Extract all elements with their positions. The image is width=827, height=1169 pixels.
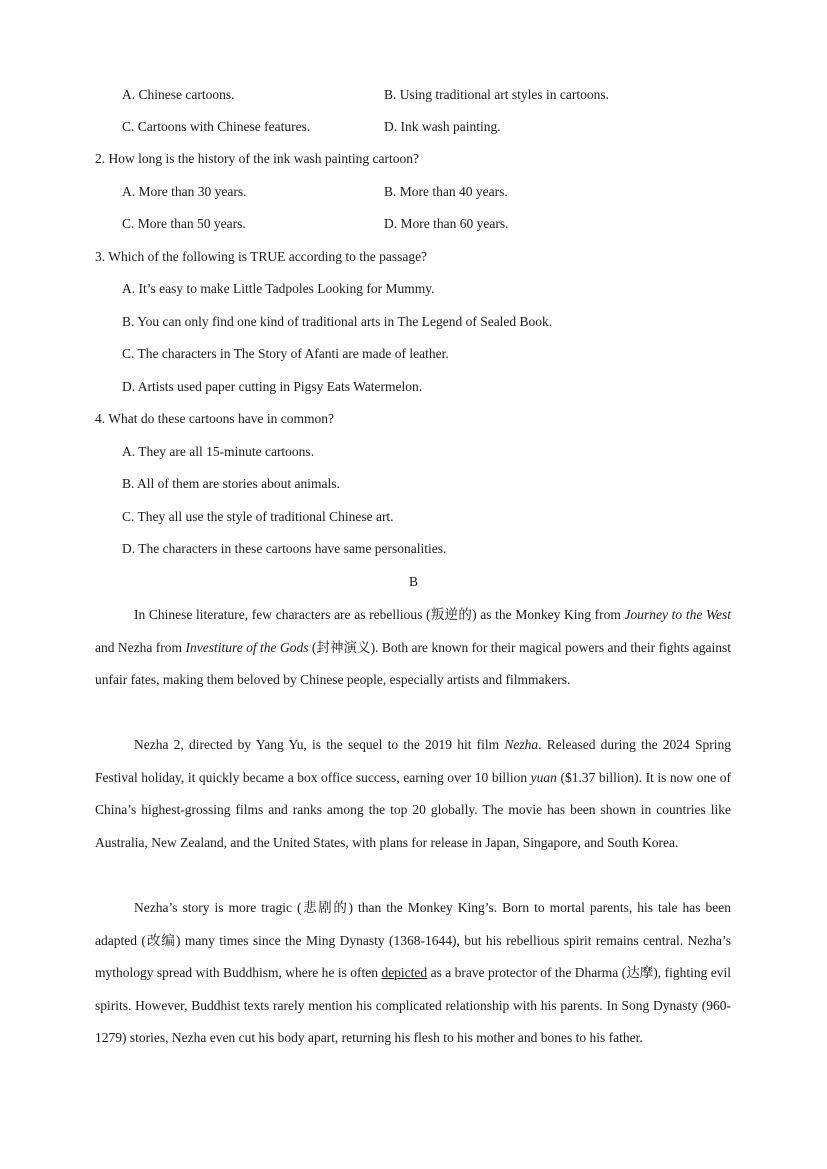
p2-currency-yuan: yuan — [530, 769, 557, 785]
q2-option-d[interactable]: D. More than 60 years. — [384, 216, 509, 231]
q2-stem: 2. How long is the history of the ink wash painting cartoon? — [95, 151, 419, 166]
q4-option-d[interactable]: D. The characters in these cartoons have same personalities. — [122, 541, 447, 556]
q2-option-c[interactable]: C. More than 50 years. — [122, 216, 246, 231]
q3-option-b[interactable]: B. You can only find one kind of traditional arts in The Legend of Sealed Book. — [122, 314, 553, 329]
p1-text-1: In Chinese literature, few characters are as rebellious (叛逆的) as the Monkey King from — [134, 607, 625, 622]
p3-text-2: as a brave protector of the Dharma (达摩), fighting evil spirits. However, Buddhist texts rarely mention his complicated relationship with his parents. In Song Dynasty (960-1279) stories, Nezha even cut his body apart, returning his flesh to his mother and bones to his father. — [95, 965, 731, 1046]
q4-option-c[interactable]: C. They all use the style of traditional Chinese art. — [122, 509, 394, 524]
p2-text-2: . Released during the 2024 Spring Festival holiday, it quickly became a box office success, earning over 10 billion — [95, 737, 731, 785]
p3-text-1: Nezha’s story is more tragic (悲剧的) than the Monkey King’s. Born to mortal parents, his tale has been adapted (改编) many times since the Ming Dynasty (1368-1644), but his rebellious spirit remains central. Nezha’s mythology spread with Buddhism, where he is often — [95, 900, 731, 981]
p1-title-investiture: Investiture of the Gods — [185, 639, 309, 655]
q3-option-d[interactable]: D. Artists used paper cutting in Pigsy Eats Watermelon. — [122, 379, 423, 394]
section-b-label: B — [408, 574, 418, 589]
q1-option-a[interactable]: A. Chinese cartoons. — [122, 87, 235, 102]
q3-stem: 3. Which of the following is TRUE according to the passage? — [95, 249, 428, 264]
p2-text-1: Nezha 2, directed by Yang Yu, is the sequel to the 2019 hit film — [134, 737, 505, 752]
paragraph-3 — [95, 892, 731, 1055]
q3-option-c[interactable]: C. The characters in The Story of Afanti are made of leather. — [122, 346, 449, 361]
p3-underlined-word: depicted — [381, 965, 428, 981]
p1-title-journey: Journey to the West — [624, 607, 731, 622]
q4-option-b[interactable]: B. All of them are stories about animals. — [122, 476, 340, 491]
paragraph-2 — [95, 729, 731, 859]
q1-option-d[interactable]: D. Ink wash painting. — [384, 119, 501, 134]
q2-option-b[interactable]: B. More than 40 years. — [384, 184, 508, 199]
p1-text-3: (封神演义). Both are known for their magical powers and their fights against unfair fates, making them beloved by Chinese people, especially artists and filmmakers. — [95, 639, 731, 688]
q2-option-a[interactable]: A. More than 30 years. — [122, 184, 247, 199]
q3-option-a[interactable]: A. It’s easy to make Little Tadpoles Looking for Mummy. — [122, 281, 435, 296]
p2-title-nezha: Nezha — [504, 737, 539, 752]
p2-text-3: ($1.37 billion). It is now one of China’s highest-grossing films and ranks among the top 20 globally. The movie has been shown in countries like Australia, New Zealand, and the United States, with plans for release in Japan, Singapore, and South Korea. — [95, 769, 732, 850]
q1-option-b[interactable]: B. Using traditional art styles in cartoons. — [384, 87, 609, 102]
q4-option-a[interactable]: A. They are all 15-minute cartoons. — [122, 444, 315, 459]
paragraph-1 — [95, 599, 731, 697]
p1-text-2: and Nezha from — [95, 639, 186, 655]
q4-stem: 4. What do these cartoons have in common? — [95, 411, 334, 426]
q1-option-c[interactable]: C. Cartoons with Chinese features. — [122, 119, 311, 134]
